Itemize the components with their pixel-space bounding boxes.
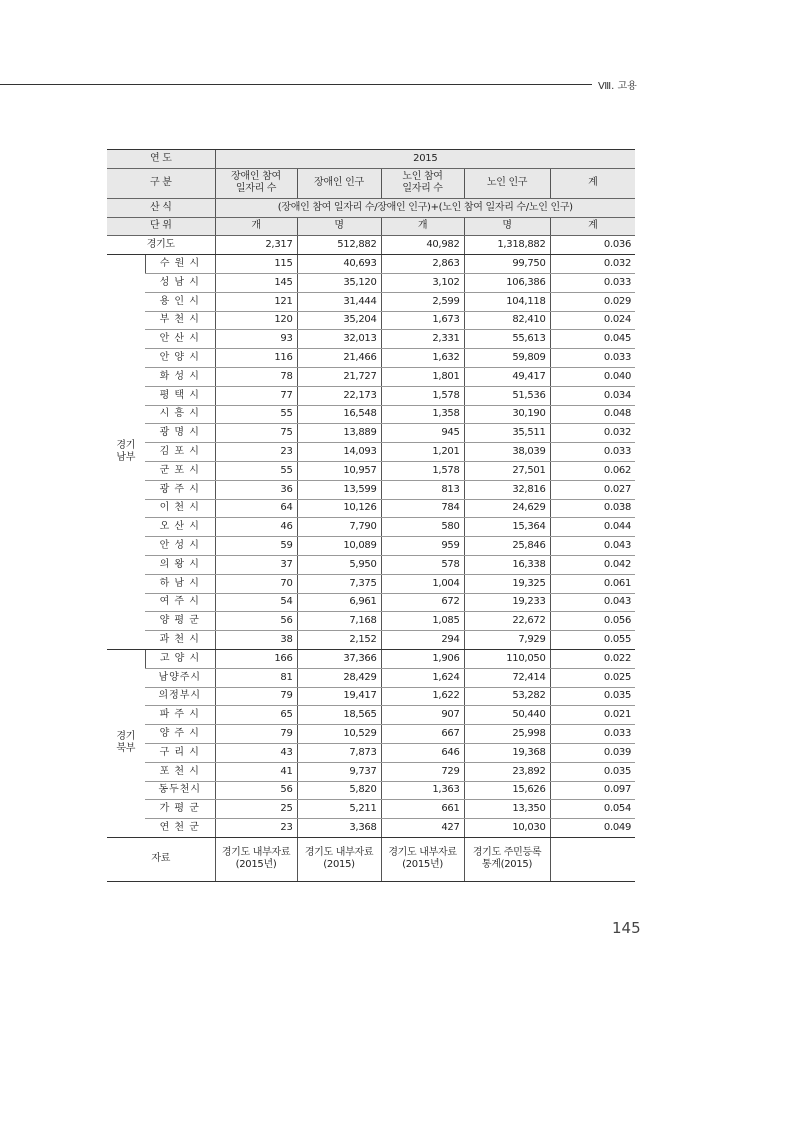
table-row xyxy=(107,762,635,781)
table-row xyxy=(107,537,635,556)
unit-cell: 명 xyxy=(297,217,381,236)
value-cell: 13,599 xyxy=(297,480,381,499)
value-cell: 55,613 xyxy=(464,330,550,349)
value-cell: 1,673 xyxy=(381,311,464,330)
table-row xyxy=(107,480,635,499)
value-cell: 16,548 xyxy=(297,405,381,424)
value-cell: 79 xyxy=(215,725,297,744)
table-row xyxy=(107,631,635,650)
city-name: 시 흥 시 xyxy=(145,405,215,424)
city-name: 안 양 시 xyxy=(145,349,215,368)
value-cell: 0.044 xyxy=(550,518,635,537)
value-cell: 15,364 xyxy=(464,518,550,537)
value-cell: 0.032 xyxy=(550,424,635,443)
value-cell: 1,622 xyxy=(381,687,464,706)
value-cell: 672 xyxy=(381,593,464,612)
value-cell: 82,410 xyxy=(464,311,550,330)
value-cell: 907 xyxy=(381,706,464,725)
value-cell: 0.036 xyxy=(550,236,635,255)
value-cell: 25 xyxy=(215,800,297,819)
value-cell: 1,578 xyxy=(381,386,464,405)
value-cell: 40,982 xyxy=(381,236,464,255)
table-row xyxy=(107,743,635,762)
value-cell: 0.055 xyxy=(550,631,635,650)
value-cell: 16,338 xyxy=(464,555,550,574)
value-cell: 106,386 xyxy=(464,273,550,292)
city-name: 평 택 시 xyxy=(145,386,215,405)
value-cell: 49,417 xyxy=(464,367,550,386)
value-cell: 19,417 xyxy=(297,687,381,706)
value-cell: 646 xyxy=(381,743,464,762)
value-cell: 40,693 xyxy=(297,255,381,274)
city-name: 구 리 시 xyxy=(145,743,215,762)
value-cell: 36 xyxy=(215,480,297,499)
city-name: 군 포 시 xyxy=(145,461,215,480)
value-cell: 294 xyxy=(381,631,464,650)
table-row xyxy=(107,349,635,368)
header-row-year xyxy=(107,150,635,169)
city-name: 의 왕 시 xyxy=(145,555,215,574)
value-cell: 0.097 xyxy=(550,781,635,800)
unit-cell: 명 xyxy=(464,217,550,236)
header-row-unit xyxy=(107,217,635,236)
value-cell: 64 xyxy=(215,499,297,518)
city-name: 수 원 시 xyxy=(145,255,215,274)
value-cell: 37,366 xyxy=(297,649,381,668)
value-cell: 24,629 xyxy=(464,499,550,518)
value-cell: 9,737 xyxy=(297,762,381,781)
table-row xyxy=(107,311,635,330)
column-header: 노인 참여 일자리 수 xyxy=(381,168,464,198)
table-row xyxy=(107,461,635,480)
value-cell: 7,929 xyxy=(464,631,550,650)
table-row xyxy=(107,424,635,443)
unit-label: 단 위 xyxy=(107,217,215,236)
value-cell: 0.061 xyxy=(550,574,635,593)
value-cell: 23 xyxy=(215,819,297,838)
table-row-source xyxy=(107,837,635,881)
unit-cell: 계 xyxy=(550,217,635,236)
value-cell: 30,190 xyxy=(464,405,550,424)
table-row xyxy=(107,518,635,537)
value-cell: 0.062 xyxy=(550,461,635,480)
value-cell: 0.024 xyxy=(550,311,635,330)
city-name: 광 명 시 xyxy=(145,424,215,443)
city-name: 화 성 시 xyxy=(145,367,215,386)
value-cell: 21,727 xyxy=(297,367,381,386)
value-cell: 46 xyxy=(215,518,297,537)
year-label: 연 도 xyxy=(107,150,215,169)
value-cell: 10,089 xyxy=(297,537,381,556)
value-cell: 166 xyxy=(215,649,297,668)
value-cell: 55 xyxy=(215,405,297,424)
value-cell: 19,325 xyxy=(464,574,550,593)
value-cell: 23,892 xyxy=(464,762,550,781)
value-cell: 35,120 xyxy=(297,273,381,292)
value-cell: 10,529 xyxy=(297,725,381,744)
value-cell: 35,511 xyxy=(464,424,550,443)
column-header: 노인 인구 xyxy=(464,168,550,198)
value-cell: 0.054 xyxy=(550,800,635,819)
value-cell: 59,809 xyxy=(464,349,550,368)
value-cell: 1,358 xyxy=(381,405,464,424)
value-cell: 1,318,882 xyxy=(464,236,550,255)
value-cell: 37 xyxy=(215,555,297,574)
city-name: 남양주시 xyxy=(145,668,215,687)
city-name: 고 양 시 xyxy=(145,649,215,668)
table-row xyxy=(107,405,635,424)
value-cell: 0.025 xyxy=(550,668,635,687)
value-cell: 121 xyxy=(215,292,297,311)
value-cell: 7,790 xyxy=(297,518,381,537)
value-cell: 661 xyxy=(381,800,464,819)
value-cell: 1,201 xyxy=(381,443,464,462)
value-cell: 813 xyxy=(381,480,464,499)
value-cell: 104,118 xyxy=(464,292,550,311)
table-row xyxy=(107,499,635,518)
city-name: 파 주 시 xyxy=(145,706,215,725)
table-row xyxy=(107,292,635,311)
value-cell: 2,152 xyxy=(297,631,381,650)
value-cell: 78 xyxy=(215,367,297,386)
table-row-total xyxy=(107,236,635,255)
value-cell: 75 xyxy=(215,424,297,443)
value-cell: 38 xyxy=(215,631,297,650)
value-cell: 22,672 xyxy=(464,612,550,631)
value-cell: 0.048 xyxy=(550,405,635,424)
total-name: 경기도 xyxy=(107,236,215,255)
value-cell: 145 xyxy=(215,273,297,292)
value-cell: 0.033 xyxy=(550,349,635,368)
value-cell: 427 xyxy=(381,819,464,838)
value-cell: 667 xyxy=(381,725,464,744)
value-cell: 41 xyxy=(215,762,297,781)
value-cell: 10,957 xyxy=(297,461,381,480)
source-label: 자료 xyxy=(107,837,215,881)
table-row xyxy=(107,386,635,405)
table-row xyxy=(107,819,635,838)
value-cell: 959 xyxy=(381,537,464,556)
value-cell: 0.049 xyxy=(550,819,635,838)
value-cell: 2,599 xyxy=(381,292,464,311)
value-cell: 55 xyxy=(215,461,297,480)
table-row xyxy=(107,800,635,819)
table-row xyxy=(107,687,635,706)
value-cell: 27,501 xyxy=(464,461,550,480)
page-number: 145 xyxy=(612,919,641,937)
table-row xyxy=(107,725,635,744)
source-cell: 경기도 내부자료 (2015) xyxy=(297,837,381,881)
value-cell: 65 xyxy=(215,706,297,725)
table-row xyxy=(107,574,635,593)
source-cell: 경기도 주민등록 통계(2015) xyxy=(464,837,550,881)
value-cell: 7,168 xyxy=(297,612,381,631)
header-row-category xyxy=(107,168,635,198)
city-name: 여 주 시 xyxy=(145,593,215,612)
table-row xyxy=(107,612,635,631)
value-cell: 3,102 xyxy=(381,273,464,292)
table-row xyxy=(107,255,635,274)
value-cell: 18,565 xyxy=(297,706,381,725)
value-cell: 70 xyxy=(215,574,297,593)
value-cell: 59 xyxy=(215,537,297,556)
value-cell: 51,536 xyxy=(464,386,550,405)
value-cell: 0.029 xyxy=(550,292,635,311)
city-name: 과 천 시 xyxy=(145,631,215,650)
value-cell: 0.039 xyxy=(550,743,635,762)
city-name: 포 천 시 xyxy=(145,762,215,781)
value-cell: 120 xyxy=(215,311,297,330)
value-cell: 21,466 xyxy=(297,349,381,368)
value-cell: 0.056 xyxy=(550,612,635,631)
value-cell: 54 xyxy=(215,593,297,612)
value-cell: 56 xyxy=(215,612,297,631)
value-cell: 1,085 xyxy=(381,612,464,631)
value-cell: 0.035 xyxy=(550,687,635,706)
value-cell: 77 xyxy=(215,386,297,405)
value-cell: 50,440 xyxy=(464,706,550,725)
city-name: 양 평 군 xyxy=(145,612,215,631)
table-row xyxy=(107,273,635,292)
value-cell: 0.043 xyxy=(550,593,635,612)
value-cell: 5,820 xyxy=(297,781,381,800)
value-cell: 7,873 xyxy=(297,743,381,762)
value-cell: 0.035 xyxy=(550,762,635,781)
table-row xyxy=(107,443,635,462)
value-cell: 1,906 xyxy=(381,649,464,668)
value-cell: 0.033 xyxy=(550,273,635,292)
value-cell: 0.045 xyxy=(550,330,635,349)
value-cell: 1,363 xyxy=(381,781,464,800)
city-name: 부 천 시 xyxy=(145,311,215,330)
value-cell: 0.040 xyxy=(550,367,635,386)
chapter-header: Ⅷ. 고용 xyxy=(598,81,637,92)
header-rule xyxy=(0,84,592,85)
value-cell: 0.033 xyxy=(550,443,635,462)
value-cell: 7,375 xyxy=(297,574,381,593)
value-cell: 110,050 xyxy=(464,649,550,668)
value-cell: 5,211 xyxy=(297,800,381,819)
category-label: 구 분 xyxy=(107,168,215,198)
value-cell: 72,414 xyxy=(464,668,550,687)
value-cell: 945 xyxy=(381,424,464,443)
region-label-north: 경기 북부 xyxy=(107,649,145,837)
city-name: 이 천 시 xyxy=(145,499,215,518)
value-cell: 28,429 xyxy=(297,668,381,687)
value-cell: 6,961 xyxy=(297,593,381,612)
table-row xyxy=(107,555,635,574)
city-name: 하 남 시 xyxy=(145,574,215,593)
value-cell: 0.043 xyxy=(550,537,635,556)
formula-text: (장애인 참여 일자리 수/장애인 인구)+(노인 참여 일자리 수/노인 인구) xyxy=(215,198,635,217)
value-cell: 0.033 xyxy=(550,725,635,744)
value-cell: 23 xyxy=(215,443,297,462)
value-cell: 35,204 xyxy=(297,311,381,330)
city-name: 광 주 시 xyxy=(145,480,215,499)
value-cell: 93 xyxy=(215,330,297,349)
value-cell: 115 xyxy=(215,255,297,274)
source-cell: 경기도 내부자료 (2015년) xyxy=(381,837,464,881)
value-cell: 79 xyxy=(215,687,297,706)
region-label-south: 경기 남부 xyxy=(107,255,145,650)
year-value: 2015 xyxy=(215,150,635,169)
value-cell: 43 xyxy=(215,743,297,762)
value-cell: 31,444 xyxy=(297,292,381,311)
header-row-formula xyxy=(107,198,635,217)
source-cell xyxy=(550,837,635,881)
value-cell: 32,013 xyxy=(297,330,381,349)
value-cell: 0.042 xyxy=(550,555,635,574)
value-cell: 14,093 xyxy=(297,443,381,462)
value-cell: 1,624 xyxy=(381,668,464,687)
value-cell: 2,331 xyxy=(381,330,464,349)
value-cell: 0.027 xyxy=(550,480,635,499)
table-body xyxy=(107,150,635,882)
value-cell: 2,863 xyxy=(381,255,464,274)
value-cell: 13,350 xyxy=(464,800,550,819)
value-cell: 116 xyxy=(215,349,297,368)
statistics-table xyxy=(107,149,635,882)
value-cell: 580 xyxy=(381,518,464,537)
city-name: 의정부시 xyxy=(145,687,215,706)
value-cell: 1,801 xyxy=(381,367,464,386)
table-row xyxy=(107,706,635,725)
value-cell: 0.032 xyxy=(550,255,635,274)
column-header: 계 xyxy=(550,168,635,198)
city-name: 가 평 군 xyxy=(145,800,215,819)
city-name: 연 천 군 xyxy=(145,819,215,838)
value-cell: 1,578 xyxy=(381,461,464,480)
source-cell: 경기도 내부자료 (2015년) xyxy=(215,837,297,881)
value-cell: 25,846 xyxy=(464,537,550,556)
city-name: 동두천시 xyxy=(145,781,215,800)
value-cell: 5,950 xyxy=(297,555,381,574)
table-row xyxy=(107,781,635,800)
table-row xyxy=(107,593,635,612)
city-name: 김 포 시 xyxy=(145,443,215,462)
value-cell: 2,317 xyxy=(215,236,297,255)
value-cell: 729 xyxy=(381,762,464,781)
value-cell: 1,632 xyxy=(381,349,464,368)
value-cell: 1,004 xyxy=(381,574,464,593)
value-cell: 13,889 xyxy=(297,424,381,443)
value-cell: 53,282 xyxy=(464,687,550,706)
table-row xyxy=(107,668,635,687)
value-cell: 22,173 xyxy=(297,386,381,405)
value-cell: 512,882 xyxy=(297,236,381,255)
city-name: 용 인 시 xyxy=(145,292,215,311)
value-cell: 56 xyxy=(215,781,297,800)
value-cell: 99,750 xyxy=(464,255,550,274)
table-row xyxy=(107,330,635,349)
value-cell: 3,368 xyxy=(297,819,381,838)
value-cell: 578 xyxy=(381,555,464,574)
value-cell: 10,030 xyxy=(464,819,550,838)
value-cell: 784 xyxy=(381,499,464,518)
city-name: 성 남 시 xyxy=(145,273,215,292)
city-name: 오 산 시 xyxy=(145,518,215,537)
formula-label: 산 식 xyxy=(107,198,215,217)
city-name: 안 산 시 xyxy=(145,330,215,349)
value-cell: 0.038 xyxy=(550,499,635,518)
value-cell: 25,998 xyxy=(464,725,550,744)
value-cell: 10,126 xyxy=(297,499,381,518)
unit-cell: 개 xyxy=(381,217,464,236)
column-header: 장애인 참여 일자리 수 xyxy=(215,168,297,198)
unit-cell: 개 xyxy=(215,217,297,236)
value-cell: 0.022 xyxy=(550,649,635,668)
value-cell: 32,816 xyxy=(464,480,550,499)
table-row xyxy=(107,367,635,386)
city-name: 안 성 시 xyxy=(145,537,215,556)
table-row xyxy=(107,649,635,668)
value-cell: 19,233 xyxy=(464,593,550,612)
city-name: 양 주 시 xyxy=(145,725,215,744)
value-cell: 0.021 xyxy=(550,706,635,725)
value-cell: 38,039 xyxy=(464,443,550,462)
value-cell: 19,368 xyxy=(464,743,550,762)
value-cell: 0.034 xyxy=(550,386,635,405)
value-cell: 81 xyxy=(215,668,297,687)
column-header: 장애인 인구 xyxy=(297,168,381,198)
value-cell: 15,626 xyxy=(464,781,550,800)
